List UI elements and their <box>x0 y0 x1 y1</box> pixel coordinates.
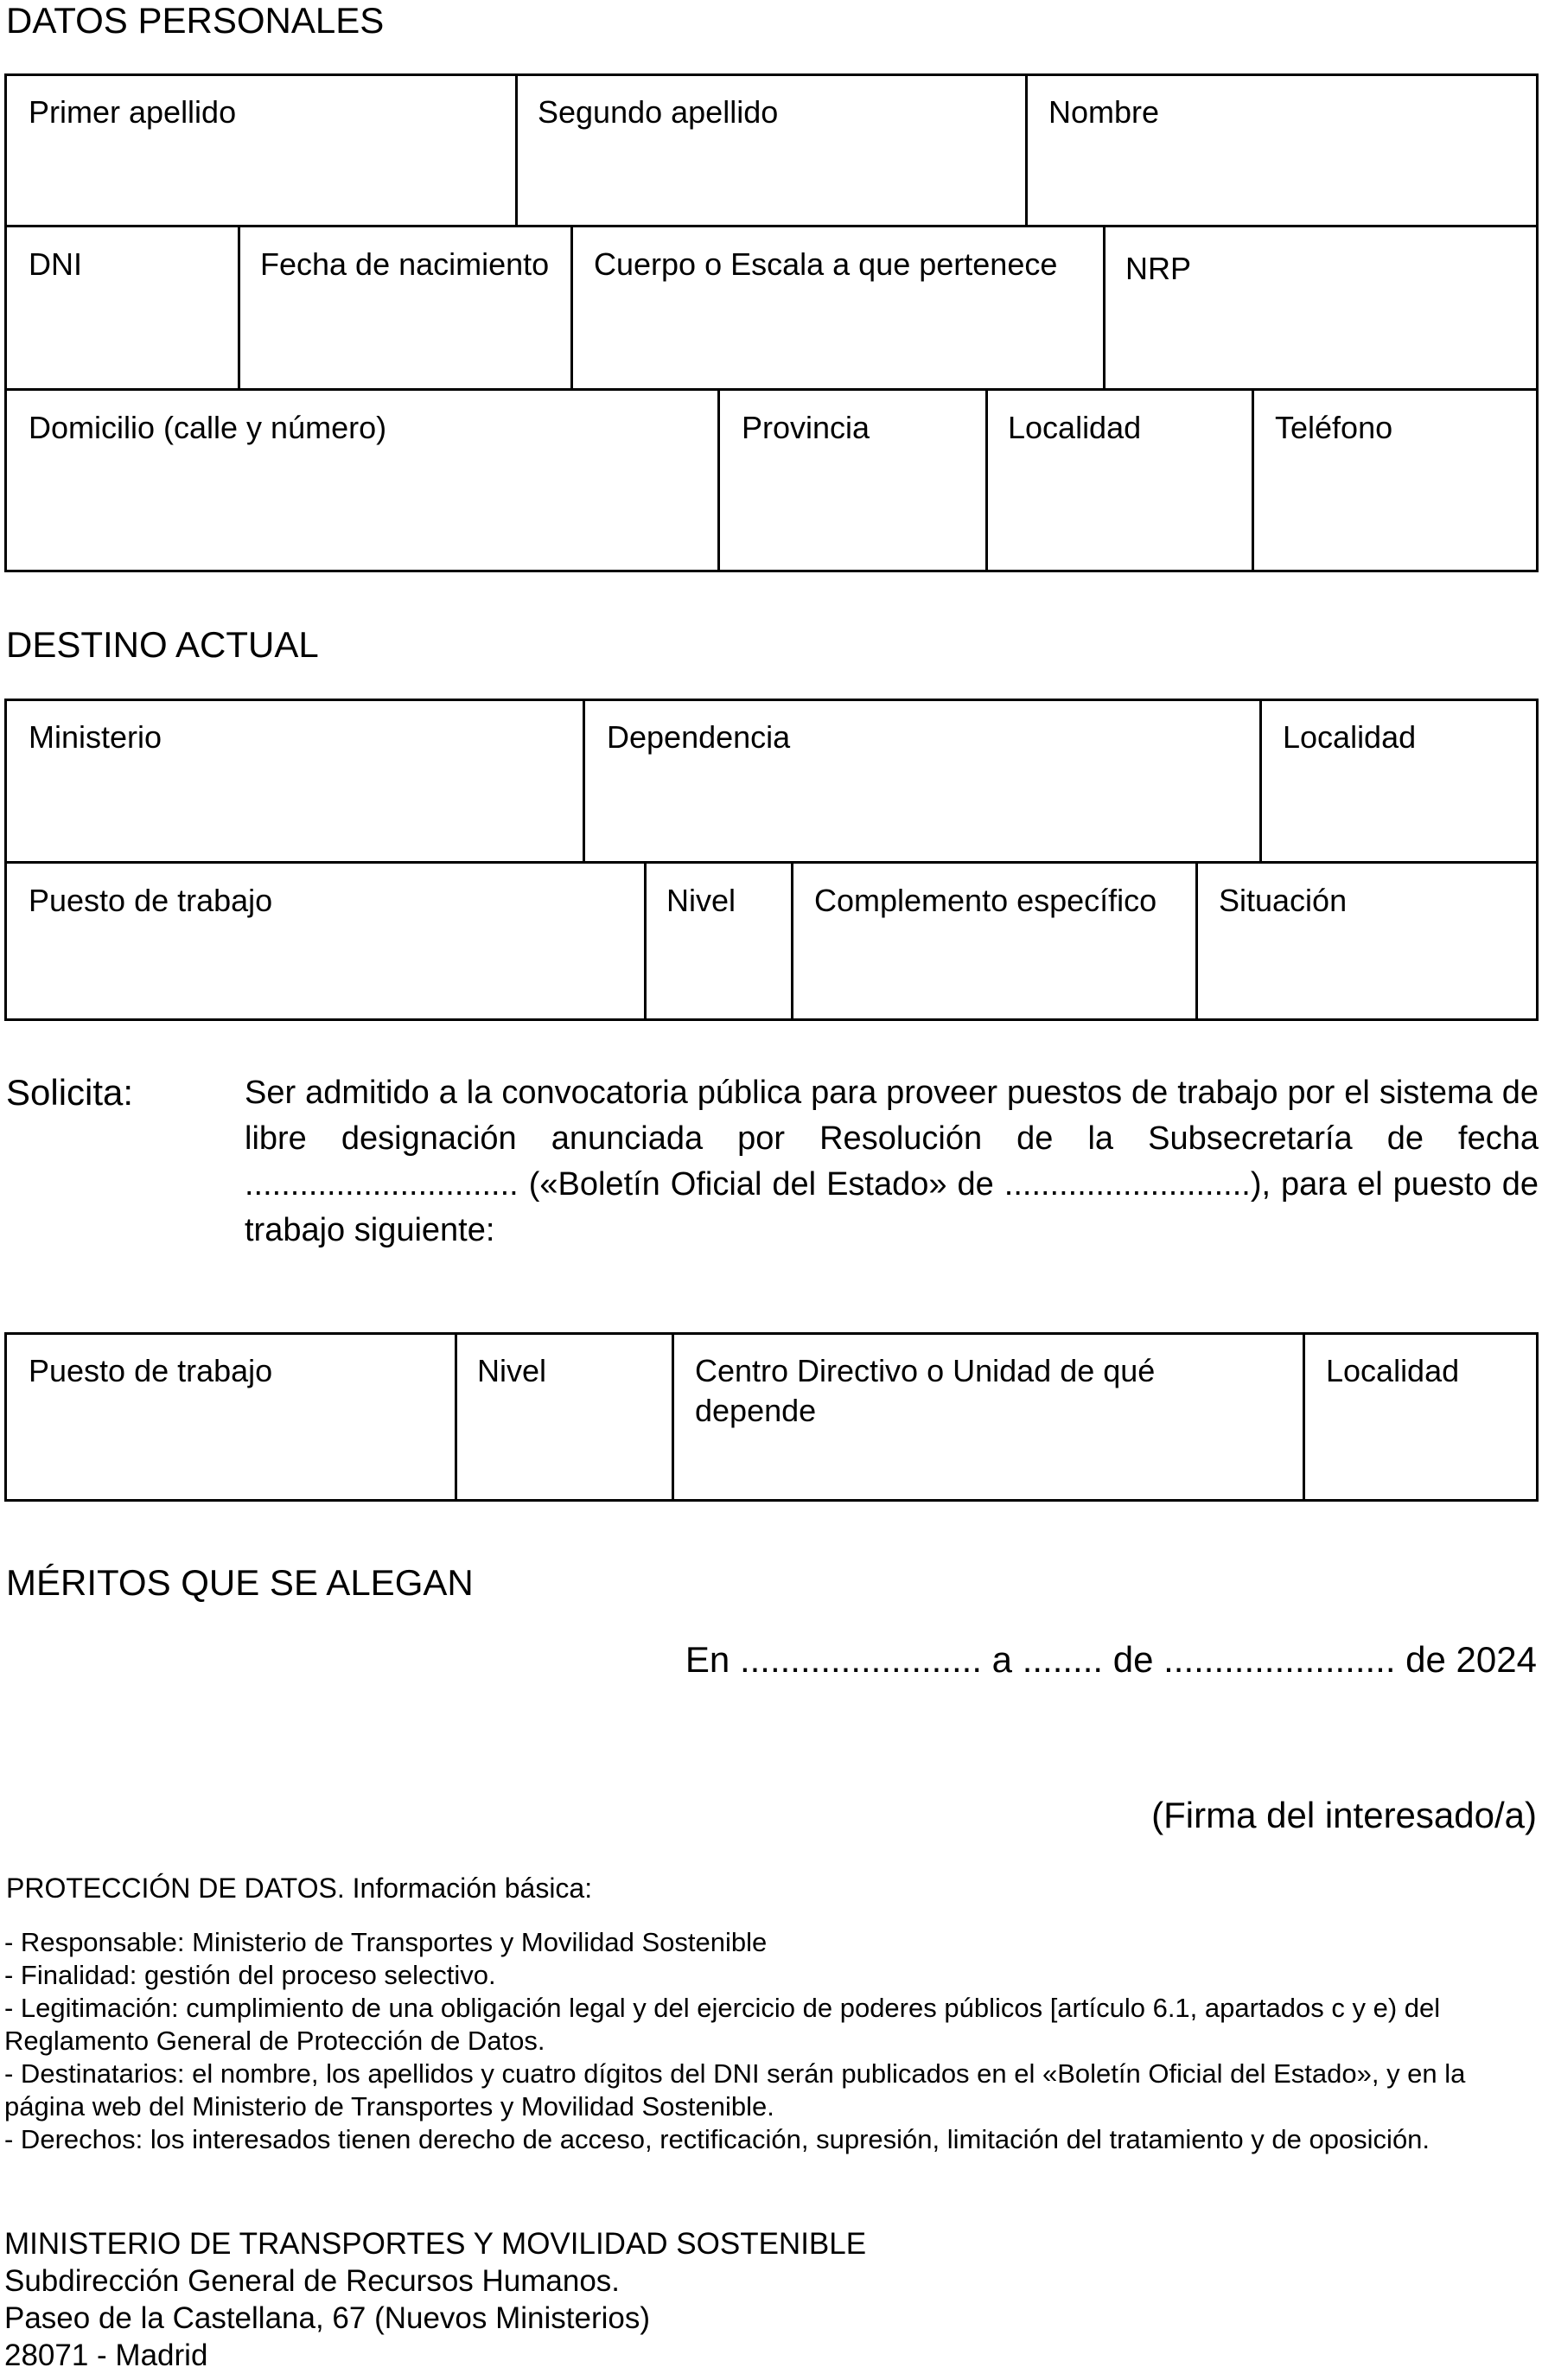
field-fecha-nacimiento: Fecha de nacimiento <box>260 246 550 282</box>
field-situacion: Situación <box>1219 883 1348 918</box>
field-puesto-trabajo-solicitado: Puesto de trabajo <box>29 1353 273 1388</box>
list-item: - Destinatarios: el nombre, los apellidos y cuatro dígitos del DNI serán publicados en el «Boletín Oficial del Estado», y en la página web del Ministerio de Transportes y Movilidad Sostenible. <box>4 2058 1466 2122</box>
field-localidad-solicitado: Localidad <box>1326 1353 1460 1388</box>
direccion-line: 28071 - Madrid <box>4 2339 208 2372</box>
field-provincia: Provincia <box>742 410 870 445</box>
list-item: - Responsable: Ministerio de Transportes y Movilidad Sostenible <box>4 1927 768 1957</box>
field-cuerpo-escala: Cuerpo o Escala a que pertenece <box>594 246 1058 282</box>
field-ministerio: Ministerio <box>29 719 162 755</box>
meritos-heading: MÉRITOS QUE SE ALEGAN <box>6 1562 474 1603</box>
field-complemento-especifico: Complemento específico <box>814 883 1157 918</box>
field-dependencia: Dependencia <box>607 719 791 755</box>
proteccion-datos-heading: PROTECCIÓN DE DATOS. Información básica: <box>6 1873 593 1904</box>
field-telefono: Teléfono <box>1275 410 1393 445</box>
solicita-label: Solicita: <box>6 1072 134 1113</box>
field-localidad-domicilio: Localidad <box>1008 410 1142 445</box>
field-dni: DNI <box>29 246 82 282</box>
field-nivel-solicitado: Nivel <box>477 1353 547 1388</box>
direccion-line: Subdirección General de Recursos Humanos. <box>4 2264 621 2298</box>
field-nombre: Nombre <box>1048 94 1160 130</box>
proteccion-datos-list <box>4 1926 1541 2156</box>
field-centro-directivo: Centro Directivo o Unidad de qué depende <box>695 1353 1156 1428</box>
list-item: - Derechos: los interesados tienen derecho de acceso, rectificación, supresión, limitación del tratamiento y de oposición. <box>4 2124 1430 2154</box>
field-segundo-apellido: Segundo apellido <box>538 94 779 130</box>
direccion-line: MINISTERIO DE TRANSPORTES Y MOVILIDAD SOSTENIBLE <box>4 2227 867 2261</box>
direccion-block <box>4 2225 866 2374</box>
field-nrp: NRP <box>1125 251 1192 286</box>
field-puesto-trabajo-actual: Puesto de trabajo <box>29 883 273 918</box>
solicita-text: Ser admitido a la convocatoria pública para proveer puestos de trabajo por el sistema de libre designación anunciada por Resolución de la Subsecretaría de fecha .............................. («Boletín Oficial del Estado» de ...........................), para el puesto de trabajo siguiente: <box>245 1075 1539 1248</box>
list-item: - Finalidad: gestión del proceso selectivo. <box>4 1960 496 1990</box>
datos-personales-heading: DATOS PERSONALES <box>6 0 385 41</box>
list-item: - Legitimación: cumplimiento de una obligación legal y del ejercicio de poderes públicos [artículo 6.1, apartados c y e) del Reglamento General de Protección de Datos. <box>4 1993 1441 2056</box>
field-localidad-destino: Localidad <box>1283 719 1417 755</box>
firma-interesado: (Firma del interesado/a) <box>1151 1795 1537 1835</box>
destino-actual-heading: DESTINO ACTUAL <box>6 624 319 665</box>
field-domicilio: Domicilio (calle y número) <box>29 410 387 445</box>
direccion-line: Paseo de la Castellana, 67 (Nuevos Ministerios) <box>4 2301 651 2335</box>
fecha-lugar-line: En ........................ a ........ de ....................... de 2024 <box>685 1639 1537 1680</box>
field-nivel-actual: Nivel <box>666 883 736 918</box>
field-primer-apellido: Primer apellido <box>29 94 237 130</box>
